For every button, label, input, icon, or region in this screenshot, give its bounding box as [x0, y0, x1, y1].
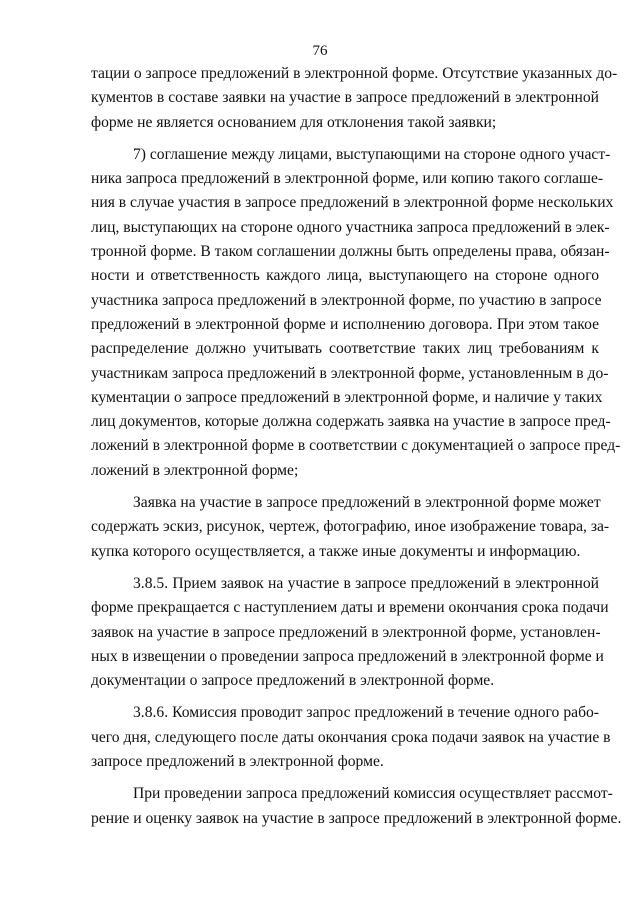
text-line: участника запроса предложений в электронной форме, по участию в запросе [91, 291, 602, 309]
text-line: ния в случае участия в запросе предложений в электронной форме нескольких [91, 194, 614, 212]
text-line: 3.8.6. Комиссия проводит запрос предложений в течение одного рабо- [133, 704, 599, 722]
paragraph-application-documents-continued [91, 62, 618, 135]
text-line: предложений в электронной форме и исполнению договора. При этом такое [91, 315, 599, 333]
text-line: При проведении запроса предложений комиссия осуществляет рассмот- [133, 785, 613, 803]
text-line: документации о запросе предложений в электронной форме. [91, 672, 495, 690]
text-line: ника запроса предложений в электронной форме, или копию такого соглаше- [91, 170, 604, 188]
document-body [91, 62, 622, 831]
text-line: запросе предложений в электронной форме. [91, 753, 384, 771]
text-line: купка которого осуществляется, а также иные документы и информацию. [91, 542, 581, 560]
text-line: кументации о запросе предложений в электронной форме, и наличие у таких [91, 388, 603, 406]
text-line: лиц документов, которые должна содержать заявка на участие в запросе пред- [91, 413, 611, 431]
text-line: содержать эскиз, рисунок, чертеж, фотографию, иное изображение товара, за- [91, 518, 610, 536]
text-line: участникам запроса предложений в электронной форме, установленным в до- [91, 364, 609, 382]
text-line: тронной форме. В таком соглашении должны быть определены права, обязан- [91, 243, 610, 261]
text-line: тации о запросе предложений в электронной форме. Отсутствие указанных до- [91, 65, 618, 82]
text-line: Заявка на участие в запросе предложений в электронной форме может [133, 494, 601, 512]
text-line: ложений в электронной форме; [91, 461, 299, 479]
text-line: распределение должно учитывать соответствие таких лиц требованиям к [91, 340, 599, 358]
paragraph-item-7-agreement [91, 143, 621, 483]
paragraph-section-3-8-5 [91, 572, 609, 693]
text-line: лиц, выступающих на стороне одного участника запроса предложений в элек- [91, 218, 610, 236]
text-line: рение и оценку заявок на участие в запросе предложений в электронной форме. [91, 809, 622, 827]
text-line: ности и ответственность каждого лица, выступающего на стороне одного [91, 267, 599, 285]
text-line: заявок на участие в запросе предложений в электронной форме, установлен- [91, 623, 601, 641]
text-line: 3.8.5. Прием заявок на участие в запросе предложений в электронной [133, 574, 599, 592]
text-line: ложений в электронной форме в соответствии с документацией о запросе пред- [91, 437, 621, 455]
text-line: форме прекращается с наступлением даты и времени окончания срока подачи [91, 599, 609, 617]
text-line: ных в извещении о проведении запроса предложений в электронной форме и [91, 647, 604, 665]
text-line: чего дня, следующего после даты окончания срока подачи заявок на участие в [91, 728, 611, 746]
page-number: 76 [312, 43, 328, 59]
text-line: 7) соглашение между лицами, выступающими на стороне одного участ- [133, 145, 611, 163]
paragraph-section-3-8-6 [91, 701, 611, 774]
paragraph-commission-review [91, 782, 622, 831]
text-line: кументов в составе заявки на участие в запросе предложений в электронной [91, 89, 599, 107]
paragraph-application-content [91, 491, 610, 564]
text-line: форме не является основанием для отклонения такой заявки; [91, 113, 497, 131]
